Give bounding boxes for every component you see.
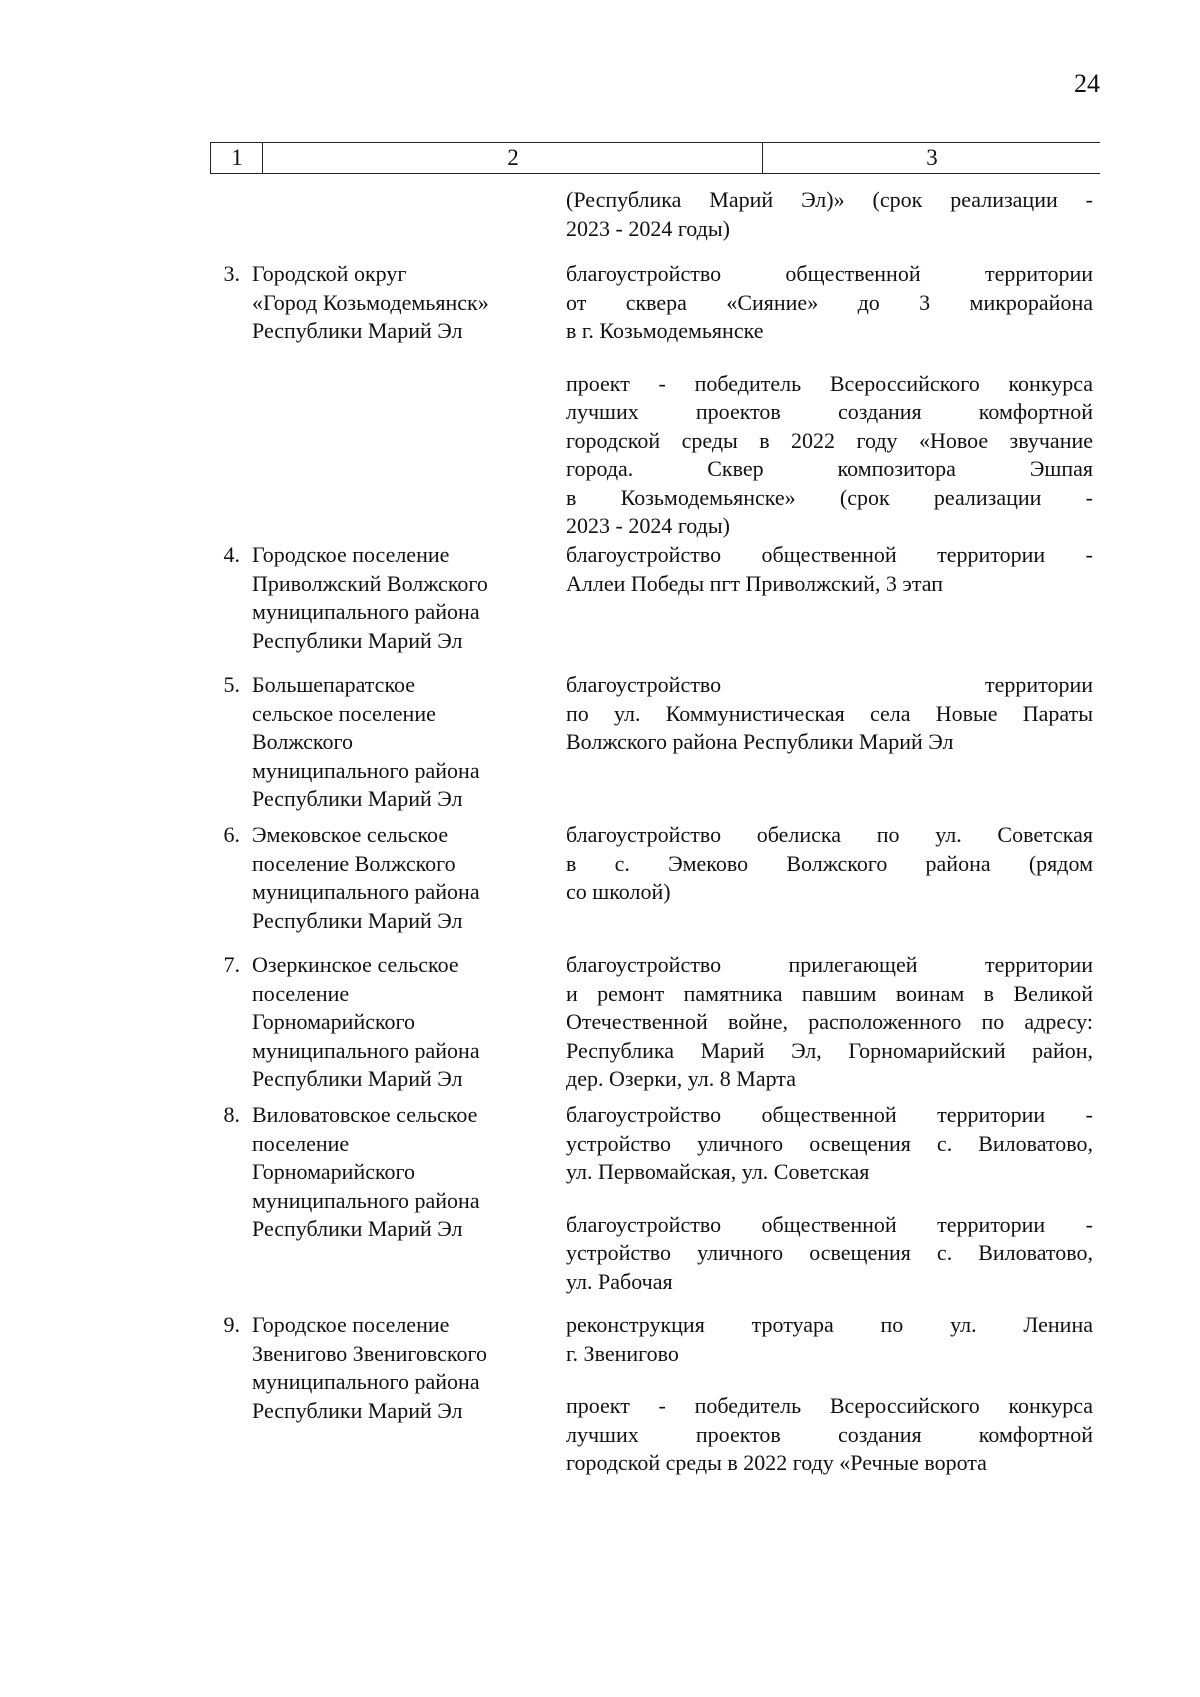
header-col-1: 1 bbox=[210, 143, 263, 173]
text-line: благоустройство общественной территории bbox=[566, 261, 1093, 286]
text-line: благоустройство общественной территории - bbox=[566, 542, 1093, 567]
text-line: ул. Первомайская, ул. Советская bbox=[566, 1159, 870, 1184]
municipality-line: поселение bbox=[252, 980, 350, 1006]
municipality-line: Республики Марий Эл bbox=[252, 318, 463, 343]
project-paragraph bbox=[566, 1311, 1093, 1368]
project-paragraph bbox=[566, 370, 1093, 541]
project-paragraph bbox=[566, 671, 1093, 757]
table-row bbox=[210, 1311, 1093, 1478]
text-line: благоустройство обелиска по ул. Советская bbox=[566, 822, 1093, 847]
row-number: 4. bbox=[223, 542, 240, 567]
row-number: 7. bbox=[223, 952, 240, 977]
text-line: дер. Озерки, ул. 8 Марта bbox=[566, 1066, 796, 1091]
project-description bbox=[566, 951, 1093, 1094]
text-line: устройство уличного освещения с. Виловатово, bbox=[566, 1240, 1093, 1265]
table-row bbox=[210, 541, 1093, 655]
text-line: и ремонт памятника павшим воинам в Великой bbox=[566, 980, 1093, 1006]
project-paragraph bbox=[566, 1392, 1093, 1478]
text-line: лучших проектов создания комфортной bbox=[566, 1421, 1093, 1447]
text-line: 2023 - 2024 годы) bbox=[566, 513, 730, 538]
municipality-line: муниципального района bbox=[252, 1037, 480, 1063]
text-line: ул. Рабочая bbox=[566, 1268, 673, 1294]
municipality-line: Республики Марий Эл bbox=[252, 786, 463, 811]
municipality-name bbox=[250, 671, 540, 814]
municipality-line: Горномарийского bbox=[252, 1159, 416, 1184]
municipality-name bbox=[250, 541, 540, 655]
text-line: лучших проектов создания комфортной bbox=[566, 399, 1093, 424]
municipality-name bbox=[250, 260, 540, 541]
municipality-name bbox=[250, 1101, 540, 1296]
header-col-2: 2 bbox=[262, 143, 763, 173]
municipality-line: Городское поселение bbox=[252, 1312, 450, 1337]
municipality-line: Виловатовское сельское bbox=[252, 1102, 478, 1127]
project-paragraph bbox=[566, 541, 1093, 598]
municipality-line: Озеркинское сельское bbox=[252, 952, 459, 977]
text-line: городской среды в 2022 году «Новое звучание bbox=[566, 427, 1093, 453]
municipality-line: сельское поселение bbox=[252, 700, 436, 726]
municipality-line: Горномарийского bbox=[252, 1009, 416, 1034]
text-line: в г. Козьмодемьянске bbox=[566, 318, 764, 343]
table-row bbox=[210, 821, 1093, 935]
text-line: Волжского района Республики Марий Эл bbox=[566, 729, 954, 754]
row-number: 5. bbox=[223, 672, 240, 697]
municipality-line: Республики Марий Эл bbox=[252, 627, 463, 653]
municipality-line: муниципального района bbox=[252, 879, 480, 904]
table-row bbox=[210, 260, 1093, 541]
table-row bbox=[210, 1101, 1093, 1296]
municipality-line: Городской округ bbox=[252, 261, 407, 286]
municipality-name bbox=[250, 951, 540, 1094]
table-row bbox=[210, 671, 1093, 814]
text-line: проект - победитель Всероссийского конкурса bbox=[566, 370, 1093, 396]
text-line: в с. Эмеково Волжского района (рядом bbox=[566, 850, 1093, 876]
project-description bbox=[566, 541, 1093, 655]
row-number: 3. bbox=[223, 261, 240, 286]
text-line: в Козьмодемьянске» (срок реализации - bbox=[566, 484, 1093, 510]
municipality-line: муниципального района bbox=[252, 1369, 480, 1394]
row-number: 6. bbox=[223, 822, 240, 847]
municipality-line: Эмековское сельское bbox=[252, 822, 449, 847]
text-line: г. Звенигово bbox=[566, 1340, 679, 1366]
municipality-line: муниципального района bbox=[252, 757, 480, 783]
text-line: от сквера «Сияние» до 3 микрорайона bbox=[566, 289, 1093, 315]
text-line: 2023 - 2024 годы) bbox=[566, 215, 730, 241]
text-line: Отечественной войне, расположенного по адресу: bbox=[566, 1009, 1093, 1034]
text-line: благоустройство общественной территории - bbox=[566, 1211, 1093, 1237]
project-description bbox=[566, 260, 1093, 541]
municipality-line: Республики Марий Эл bbox=[252, 1397, 463, 1423]
text-line: со школой) bbox=[566, 879, 671, 904]
municipality-line: муниципального района bbox=[252, 1187, 480, 1213]
municipality-line: поселение bbox=[252, 1130, 350, 1156]
text-line: благоустройство общественной территории - bbox=[566, 1102, 1093, 1127]
municipality-name bbox=[250, 1311, 540, 1478]
project-paragraph bbox=[566, 1211, 1093, 1297]
text-line: проект - победитель Всероссийского конкурса bbox=[566, 1393, 1093, 1418]
text-line: благоустройство прилегающей территории bbox=[566, 952, 1093, 977]
text-line: городской среды в 2022 году «Речные ворота bbox=[566, 1450, 987, 1475]
text-line: (Республика Марий Эл)» (срок реализации - bbox=[566, 187, 1093, 212]
municipality-line: Республики Марий Эл bbox=[252, 907, 463, 933]
project-paragraph bbox=[566, 821, 1093, 907]
municipality-line: Звенигово Звениговского bbox=[252, 1340, 487, 1366]
text-line: по ул. Коммунистическая села Новые Параты bbox=[566, 700, 1093, 726]
text-line: Аллеи Победы пгт Приволжский, 3 этап bbox=[566, 570, 943, 596]
municipality-line: Приволжский Волжского bbox=[252, 570, 488, 596]
project-paragraph bbox=[566, 1101, 1093, 1187]
municipality-line: Республики Марий Эл bbox=[252, 1066, 463, 1091]
page-number: 24 bbox=[1074, 69, 1100, 98]
continuation-row bbox=[210, 186, 1093, 243]
project-description bbox=[566, 186, 1093, 243]
municipality-line: Городское поселение bbox=[252, 542, 450, 567]
project-description bbox=[566, 1101, 1093, 1296]
project-description bbox=[566, 821, 1093, 935]
municipality-line: «Город Козьмодемьянск» bbox=[252, 289, 489, 315]
municipality-name bbox=[250, 821, 540, 935]
municipality-line: муниципального района bbox=[252, 599, 480, 624]
text-line: Республика Марий Эл, Горномарийский район, bbox=[566, 1037, 1093, 1063]
municipality-line: Большепаратское bbox=[252, 672, 416, 697]
table-row bbox=[210, 951, 1093, 1094]
project-paragraph bbox=[566, 260, 1093, 346]
text-line: устройство уличного освещения с. Виловатово, bbox=[566, 1130, 1093, 1156]
text-line: реконструкция тротуара по ул. Ленина bbox=[566, 1312, 1093, 1337]
header-col-3: 3 bbox=[762, 143, 1101, 173]
municipality-line: Волжского bbox=[252, 729, 353, 754]
project-paragraph bbox=[566, 951, 1093, 1094]
table-header bbox=[210, 142, 1100, 174]
project-description bbox=[566, 1311, 1093, 1478]
row-number: 9. bbox=[223, 1312, 240, 1337]
text-line: благоустройство территории bbox=[566, 672, 1093, 697]
text-line: города. Сквер композитора Эшпая bbox=[566, 456, 1093, 481]
project-description bbox=[566, 671, 1093, 814]
municipality-line: поселение Волжского bbox=[252, 850, 456, 876]
municipality-line: Республики Марий Эл bbox=[252, 1216, 463, 1241]
row-number: 8. bbox=[223, 1102, 240, 1127]
